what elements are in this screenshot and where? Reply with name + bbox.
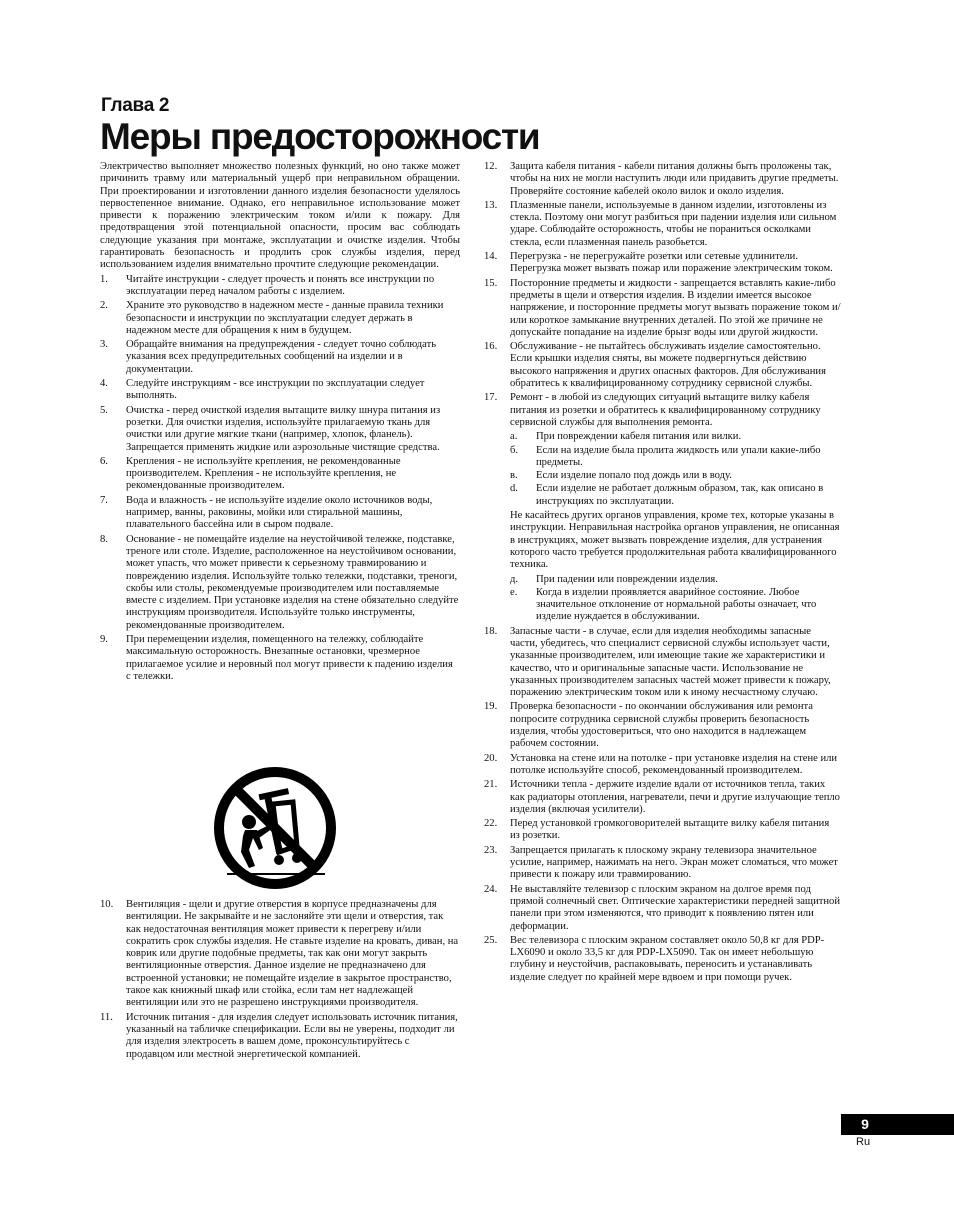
item-number: 2.: [100, 300, 108, 312]
item-text: Ремонт - в любой из следующих ситуаций вытащите вилку кабеля питания из розетки и обратитесь к квалифицированному сотруднику сервисной службы для выполнения ремонта.: [510, 392, 821, 428]
sub-item-text: Когда в изделии проявляется аварийное состояние. Любое значительное отклонение от нормальной работы означает, что изделие нуждается в обслуживании.: [536, 586, 817, 623]
item-number: 15.: [484, 277, 498, 289]
cart-tip-over-warning-icon: [213, 766, 337, 890]
item-number: 8.: [100, 533, 108, 545]
list-item: [484, 161, 841, 198]
sub-item-letter: е.: [510, 586, 518, 598]
sub-item-letter: д.: [510, 573, 519, 585]
item-text: Обращайте внимания на предупреждения - следует точно соблюдать указания всех предупредительных сообщений на изделии и в документации.: [126, 339, 437, 375]
list-item: [100, 456, 460, 493]
item-text: Запрещается прилагать к плоскому экрану телевизора значительное усилие, например, нажимать на него. Экран может сломаться, что может привести к пожару или травмированию.: [510, 844, 838, 881]
item-number: 12.: [484, 161, 498, 172]
sub-item-letter: в.: [510, 470, 518, 482]
sub-item-text: Если изделие попало под дождь или в воду.: [536, 470, 732, 482]
item-text: Перегрузка - не перегружайте розетки или сетевые удлинители. Перегрузка может вызвать пожар или поражение электрическим током.: [510, 251, 833, 275]
sub-item-letter: б.: [510, 444, 519, 456]
item-text: Источники тепла - держите изделие вдали от источников тепла, таких как радиаторы отопления, нагреватели, печи и другие излучающие тепло изделия (включая усилители).: [510, 779, 840, 815]
sub-list-item: [510, 470, 841, 482]
item-text: Основание - не помещайте изделие на неустойчивой тележке, подставке, треноге или столе. Изделие, расположенное на неустойчивом основании, может упасть, что может привести к серьезному травмированию и повреждению изделия. Используйте только тележки, подставки, треноги, скобы или столы, рекомендуемые производителем или поставляемые вместе с изделием. При установке изделия на стене обязательно следуйте инструкциям производителя. Используйте только инструменты, рекомендованные производителем.: [126, 533, 459, 631]
page-title: Меры предосторожности: [100, 116, 540, 157]
item-number: 1.: [100, 273, 108, 285]
item-text: Храните это руководство в надежном месте - данные правила техники безопасности и инструкции по эксплуатации следует держать в надежном месте для обращения к ним в будущем.: [126, 300, 444, 336]
language-code: Ru: [856, 1136, 871, 1148]
left-column: [100, 161, 460, 685]
item-text: Проверка безопасности - по окончании обслуживания или ремонта попросите сотрудника сервисной службы проверить безопасность изделия, чтобы удостовериться, что оно находится в надлежащем рабочем состоянии.: [510, 701, 813, 750]
item-text: Запасные части - в случае, если для изделия необходимы запасные части, убедитесь, что специалист сервисной службы использует части, указанные производителем, или имеющие такие же характеристики и качество, что и оригинальные запасные части. Использование не указанных производителем запасных частей может привести к пожару, поражению электрическим током или к иному несчастному случаю.: [510, 625, 831, 699]
items-list-left: [100, 274, 460, 684]
item-number: 21.: [484, 779, 498, 791]
sub-list-item: [510, 587, 841, 624]
sub-item-text: При повреждении кабеля питания или вилки.: [536, 431, 742, 443]
item-text: Источник питания - для изделия следует использовать источник питания, указанный на табличке спецификации. Если вы не уверены, подходит ли для изделия электросеть в вашем доме, проконсультируйтесь с продавцом или местной энергетической компанией.: [126, 1011, 458, 1060]
list-item: [484, 818, 841, 843]
items-list-left-bottom: [100, 899, 460, 1061]
item-text: При перемещении изделия, помещенного на тележку, соблюдайте максимальную осторожность. Внезапные остановки, чрезмерное прилагаемое усилие и неровный пол могут привести к падению изделия с тележки.: [126, 633, 453, 682]
items-list-right-top: [484, 161, 841, 390]
item-text: Читайте инструкции - следует прочесть и понять все инструкции по эксплуатации перед началом работы с изделием.: [126, 273, 435, 297]
list-item: [484, 935, 841, 984]
list-item: [100, 405, 460, 454]
right-column: [484, 161, 841, 986]
item-number: 14.: [484, 251, 498, 263]
sub-list-b: [510, 574, 841, 624]
item-text: Крепления - не используйте крепления, не рекомендованные производителем. Крепления - не используйте крепления, не рекомендованные производителем.: [126, 455, 401, 492]
list-item: [484, 753, 841, 778]
list-item: [100, 495, 460, 532]
item-number: 11.: [100, 1011, 113, 1023]
item-number: 22.: [484, 818, 498, 830]
item-text: Вода и влажность - не используйте изделие около источников воды, например, ванны, раковины, мойки или стиральной машины, плавательного бассейна или в сыром подвале.: [126, 494, 433, 531]
items-list-right-bottom: [484, 626, 841, 984]
items-list-right-17: [484, 392, 841, 623]
left-column-bottom: [100, 899, 460, 1063]
list-item: [100, 899, 460, 1010]
item-number: 10.: [100, 899, 114, 910]
item-number: 7.: [100, 494, 108, 506]
list-item: [100, 1012, 460, 1061]
sub-list-item: [510, 574, 841, 586]
item-number: 9.: [100, 633, 108, 645]
sub-list-a: [510, 431, 841, 508]
list-item: [100, 339, 460, 376]
list-item: [484, 392, 841, 623]
item-note: Не касайтесь других органов управления, кроме тех, которые указаны в инструкции. Неправильная настройка органов управления, не описанная в инструкциях, может вызвать повреждение изделия, для устранения которого часто требуется продолжительная работа квалифицированного техника.: [510, 510, 840, 571]
list-item: [100, 274, 460, 299]
item-number: 24.: [484, 883, 498, 895]
page-number: 9: [861, 1116, 869, 1132]
item-number: 6.: [100, 455, 108, 467]
item-number: 13.: [484, 199, 498, 211]
item-number: 17.: [484, 392, 498, 404]
list-item: [100, 534, 460, 632]
list-item: [484, 845, 841, 882]
item-text: Не выставляйте телевизор с плоским экраном на долгое время под прямой солнечный свет. Оптические характеристики передней защитной панели при этом изменяются, что приводит к появлению пятен или деформации.: [510, 883, 841, 932]
item-text: Посторонние предметы и жидкости - запрещается вставлять какие-либо предметы в щели и отверстия изделия. В изделии имеется высокое напряжение, и посторонние предметы могут вызвать поражение током и/или короткое замыкание внутренних деталей. По этой же причине не допускайте попадание на изделие брызг воды или другой жидкости.: [510, 277, 841, 338]
item-text: Следуйте инструкциям - все инструкции по эксплуатации следует выполнять.: [126, 378, 425, 402]
sub-item-letter: a.: [510, 431, 518, 443]
item-text: Вентиляция - щели и другие отверстия в корпусе предназначены для вентиляции. Не закрывайте и не заслоняйте эти щели и отверстия, так как недостаточная вентиляция может привести к перегреву и/или сократить срок службы изделия. Не ставьте изделие на кровать, диван, на коврик или другие подобные предметы, так как они могут закрыть вентиляционные отверстия. Данное изделие не предназначено для встроенной установки; не помещайте изделие в закрытое пространство, такое как книжный шкаф или стойка, если там нет надлежащей вентиляции или это не разрешено инструкциями производителя.: [126, 899, 459, 1009]
item-text: Вес телевизора с плоским экраном составляет около 50,8 кг для PDP-LX6090 и около 33,5 кг для PDP-LX5090. Так он имеет небольшую глубину и неустойчив, распаковывать, переносить и устанавливать изделие следует по крайней мере вдвоем и при помощи ручек.: [510, 934, 825, 983]
list-item: [484, 884, 841, 933]
list-item: [484, 251, 841, 276]
item-number: 20.: [484, 752, 498, 764]
sub-item-text: Если изделие не работает должным образом, так, как описано в инструкциях по эксплуатации.: [536, 483, 824, 507]
item-text: Очистка - перед очисткой изделия вытащите вилку шнура питания из розетки. Для очистки изделия, используйте прилагаемую ткань для очистки или другие мягкие ткани (например, хлопок, фланель). Запрещается применять жидкие или аэрозольные чистящие средства.: [126, 404, 441, 453]
sub-list-item: [510, 431, 841, 443]
list-item: [484, 200, 841, 249]
list-item: [100, 378, 460, 403]
item-number: 18.: [484, 625, 498, 637]
list-item: [484, 278, 841, 339]
item-number: 19.: [484, 701, 498, 713]
intro-paragraph: Электричество выполняет множество полезных функций, но оно также может причинить травму или материальный ущерб при неправильном обращении. При проектировании и изготовлении данного изделия безопасности уделялось первостепенное внимание. Однако, его неправильное использование может привести к поражению электрическим током и/или к пожару. Для предотвращения этой потенциальной опасности, просим вас соблюдать следующие указания при монтаже, эксплуатации и очистке изделия. Чтобы гарантировать безопасность и продлить срок службы изделия, перед использованием изделия внимательно прочтите следующие рекомендации.: [100, 161, 460, 271]
item-text: Обслуживание - не пытайтесь обслуживать изделие самостоятельно. Если крышки изделия сняты, вы можете подвергнуться действию высокого напряжения и других опасных факторов. Для обслуживания обратитесь к квалифицированному сотруднику сервисной службы.: [510, 341, 826, 390]
chapter-label: Глава 2: [101, 95, 170, 116]
list-item: [484, 779, 841, 816]
item-number: 5.: [100, 404, 108, 416]
item-text: Плазменные панели, используемые в данном изделии, изготовлены из стекла. Поэтому они могут разбиться при падении изделия или сильном ударе. Соблюдайте осторожность, чтобы не пораниться осколками стекла, если плазменная панель разобьется.: [510, 199, 837, 248]
list-item: [484, 701, 841, 750]
sub-item-letter: d.: [510, 483, 518, 495]
list-item: [484, 626, 841, 700]
sub-item-text: Если на изделие была пролита жидкость или упали какие-либо предметы.: [536, 444, 821, 468]
item-text: Установка на стене или на потолке - при установке изделия на стене или потолке используйте способ, рекомендованный производителем.: [510, 752, 838, 776]
sub-list-item: [510, 483, 841, 508]
list-item: [100, 634, 460, 683]
item-number: 25.: [484, 934, 498, 946]
item-number: 3.: [100, 339, 108, 351]
item-number: 23.: [484, 844, 498, 856]
sub-item-text: При падении или повреждении изделия.: [536, 573, 718, 585]
item-text: Защита кабеля питания - кабели питания должны быть проложены так, чтобы на них не могли наступить люди или придавить другие предметы. Проверяйте состояние кабелей около вилок и около изделия.: [510, 161, 839, 197]
item-number: 4.: [100, 378, 108, 390]
sub-list-item: [510, 445, 841, 470]
item-text: Перед установкой громкоговорителей вытащите вилку кабеля питания из розетки.: [510, 818, 830, 842]
list-item: [100, 300, 460, 337]
item-number: 16.: [484, 341, 498, 353]
list-item: [484, 341, 841, 390]
